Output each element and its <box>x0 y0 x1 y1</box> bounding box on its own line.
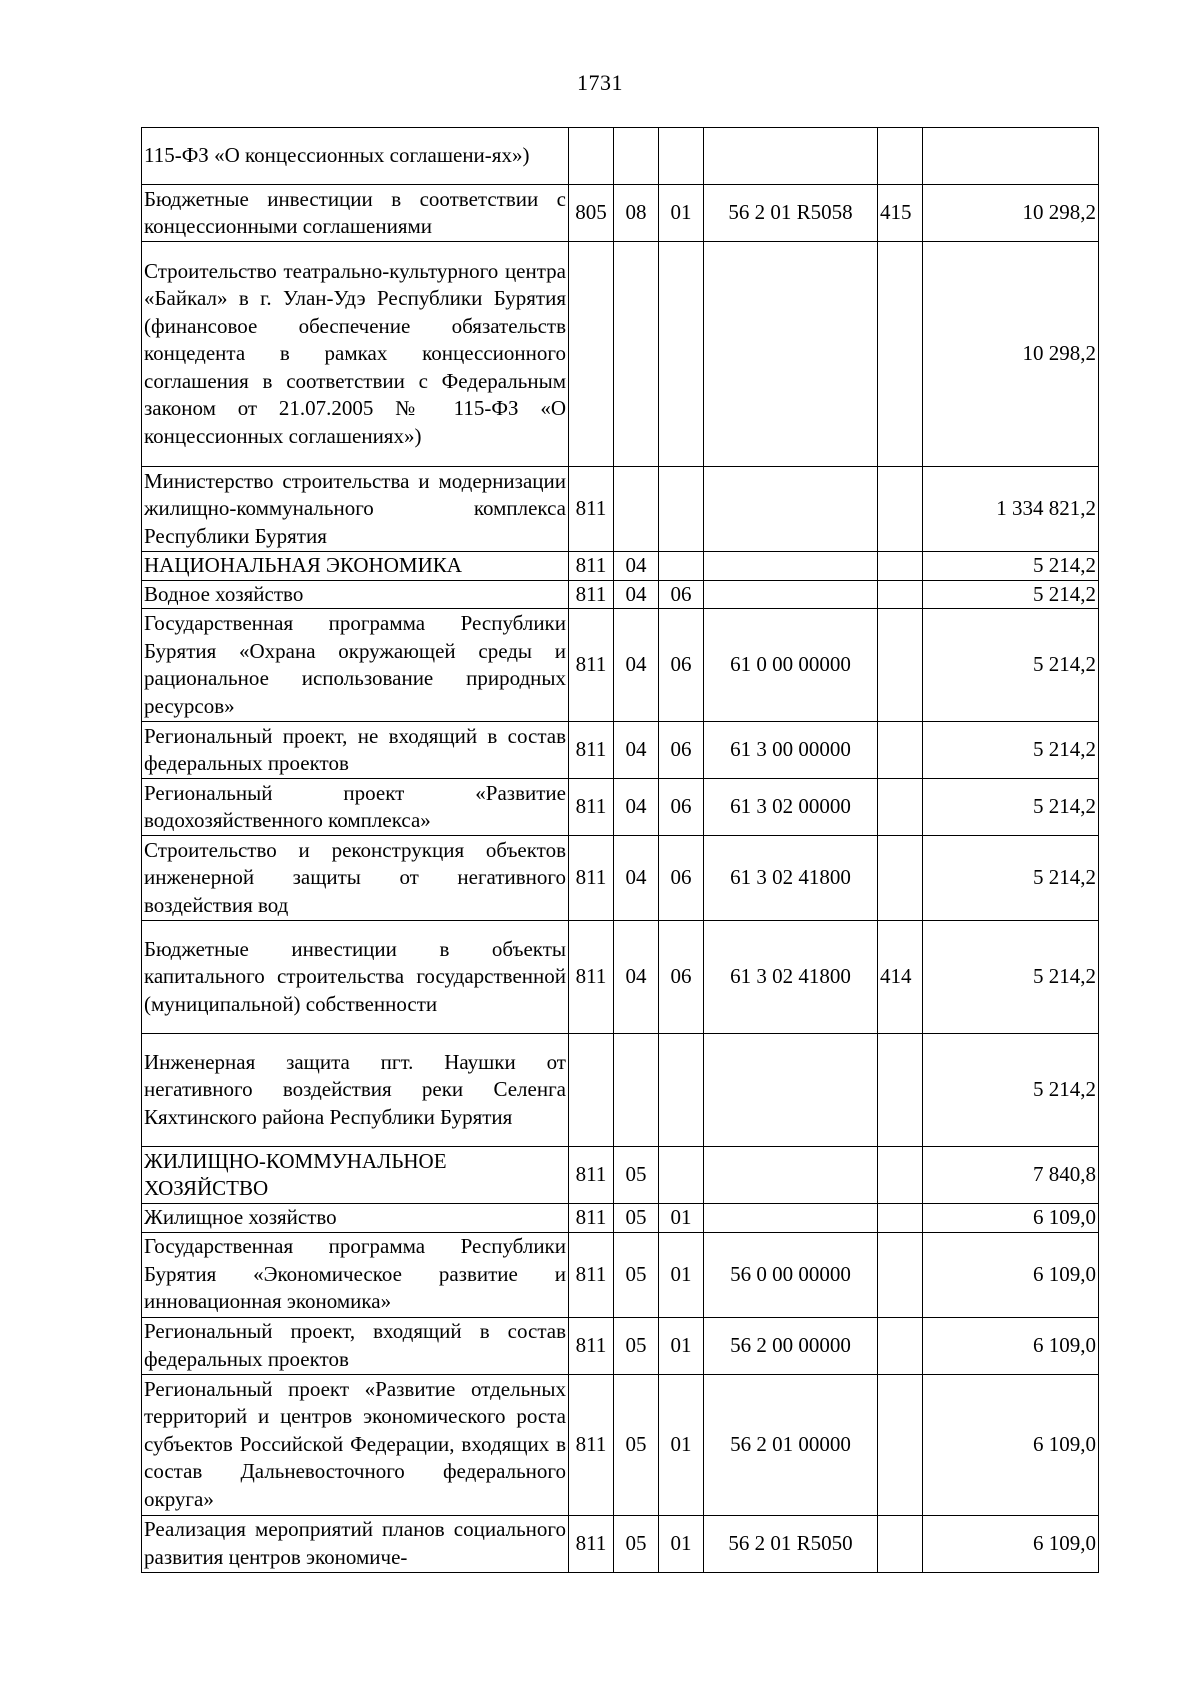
cell-rz: 05 <box>614 1515 659 1572</box>
cell-pr: 01 <box>659 1515 704 1572</box>
cell-ved: 811 <box>569 1374 614 1515</box>
cell-pr: 01 <box>659 1317 704 1374</box>
cell-rz: 04 <box>614 609 659 722</box>
table-row <box>142 1204 1099 1233</box>
cell-ved: 811 <box>569 1147 614 1204</box>
cell-sum: 6 109,0 <box>923 1374 1099 1515</box>
table-row <box>142 1374 1099 1515</box>
cell-vr: 414 <box>878 921 923 1034</box>
cell-ved: 811 <box>569 1232 614 1317</box>
cell-sum: 1 334 821,2 <box>923 467 1099 552</box>
table-row <box>142 1034 1099 1147</box>
cell-pr <box>659 1147 704 1204</box>
table-row <box>142 128 1099 185</box>
cell-pr <box>659 128 704 185</box>
cell-name: ЖИЛИЩНО-КОММУНАЛЬНОЕ ХОЗЯЙСТВО <box>142 1147 569 1204</box>
cell-ved: 811 <box>569 1317 614 1374</box>
cell-ved: 805 <box>569 185 614 242</box>
budget-table <box>141 127 1099 1573</box>
cell-csr: 61 3 02 00000 <box>704 779 878 836</box>
cell-rz: 04 <box>614 722 659 779</box>
table-row <box>142 1515 1099 1572</box>
cell-pr: 01 <box>659 1232 704 1317</box>
table-row <box>142 722 1099 779</box>
cell-vr <box>878 1034 923 1147</box>
cell-name: Государственная программа Республики Бурятия «Экономическое развитие и инновационная экономика» <box>142 1232 569 1317</box>
cell-csr <box>704 580 878 609</box>
cell-sum <box>923 128 1099 185</box>
cell-csr: 56 2 01 R5058 <box>704 185 878 242</box>
table-row <box>142 552 1099 581</box>
cell-name: Региональный проект «Развитие отдельных территорий и центров экономического роста субъектов Российской Федерации, входящих в состав Дальневосточного федерального округа» <box>142 1374 569 1515</box>
cell-pr: 06 <box>659 580 704 609</box>
cell-pr: 06 <box>659 836 704 921</box>
cell-rz: 05 <box>614 1232 659 1317</box>
cell-rz: 05 <box>614 1374 659 1515</box>
cell-pr <box>659 552 704 581</box>
cell-sum: 6 109,0 <box>923 1232 1099 1317</box>
table-row <box>142 580 1099 609</box>
cell-sum: 5 214,2 <box>923 779 1099 836</box>
cell-rz: 04 <box>614 836 659 921</box>
cell-vr <box>878 836 923 921</box>
cell-sum: 5 214,2 <box>923 722 1099 779</box>
cell-name: Министерство строительства и модернизации жилищно-коммунального комплекса Республики Бурятия <box>142 467 569 552</box>
table-row <box>142 779 1099 836</box>
cell-name: Региональный проект, входящий в состав федеральных проектов <box>142 1317 569 1374</box>
cell-vr: 415 <box>878 185 923 242</box>
cell-ved: 811 <box>569 722 614 779</box>
cell-pr <box>659 467 704 552</box>
cell-sum: 6 109,0 <box>923 1317 1099 1374</box>
cell-ved: 811 <box>569 836 614 921</box>
cell-name: Строительство и реконструкция объектов инженерной защиты от негативного воздействия вод <box>142 836 569 921</box>
cell-sum: 6 109,0 <box>923 1515 1099 1572</box>
cell-ved: 811 <box>569 552 614 581</box>
cell-rz <box>614 242 659 467</box>
cell-pr: 06 <box>659 921 704 1034</box>
table-row <box>142 185 1099 242</box>
cell-vr <box>878 1317 923 1374</box>
cell-vr <box>878 722 923 779</box>
cell-vr <box>878 1204 923 1233</box>
cell-ved <box>569 1034 614 1147</box>
cell-pr: 01 <box>659 185 704 242</box>
cell-ved: 811 <box>569 580 614 609</box>
cell-csr <box>704 242 878 467</box>
cell-name: Бюджетные инвестиции в соответствии с концессионными соглашениями <box>142 185 569 242</box>
cell-sum: 5 214,2 <box>923 580 1099 609</box>
cell-csr: 61 3 00 00000 <box>704 722 878 779</box>
cell-vr <box>878 467 923 552</box>
cell-rz <box>614 1034 659 1147</box>
cell-ved: 811 <box>569 609 614 722</box>
cell-sum: 5 214,2 <box>923 1034 1099 1147</box>
cell-vr <box>878 1147 923 1204</box>
cell-csr <box>704 1204 878 1233</box>
cell-sum: 5 214,2 <box>923 552 1099 581</box>
cell-rz: 05 <box>614 1317 659 1374</box>
cell-csr <box>704 1147 878 1204</box>
table-row <box>142 1317 1099 1374</box>
page-number: 1731 <box>577 70 623 95</box>
cell-rz: 04 <box>614 552 659 581</box>
cell-name: Жилищное хозяйство <box>142 1204 569 1233</box>
cell-sum: 10 298,2 <box>923 185 1099 242</box>
table-row <box>142 242 1099 467</box>
cell-vr <box>878 779 923 836</box>
cell-csr <box>704 467 878 552</box>
table-row <box>142 1147 1099 1204</box>
cell-pr: 01 <box>659 1204 704 1233</box>
cell-rz: 04 <box>614 779 659 836</box>
cell-name: Государственная программа Республики Бурятия «Охрана окружающей среды и рациональное использование природных ресурсов» <box>142 609 569 722</box>
cell-rz <box>614 128 659 185</box>
cell-rz: 05 <box>614 1147 659 1204</box>
cell-name: Водное хозяйство <box>142 580 569 609</box>
cell-name: Региональный проект, не входящий в состав федеральных проектов <box>142 722 569 779</box>
cell-pr: 06 <box>659 779 704 836</box>
cell-csr: 56 2 00 00000 <box>704 1317 878 1374</box>
cell-name: Реализация мероприятий планов социального развития центров экономиче- <box>142 1515 569 1572</box>
table-row <box>142 921 1099 1034</box>
cell-rz: 08 <box>614 185 659 242</box>
cell-csr: 56 2 01 R5050 <box>704 1515 878 1572</box>
table-row <box>142 609 1099 722</box>
table-row <box>142 836 1099 921</box>
cell-sum: 10 298,2 <box>923 242 1099 467</box>
cell-ved: 811 <box>569 1204 614 1233</box>
cell-csr: 61 3 02 41800 <box>704 921 878 1034</box>
cell-vr <box>878 580 923 609</box>
table-row <box>142 467 1099 552</box>
cell-ved: 811 <box>569 467 614 552</box>
cell-rz <box>614 467 659 552</box>
cell-rz: 04 <box>614 921 659 1034</box>
cell-ved: 811 <box>569 1515 614 1572</box>
cell-name: Бюджетные инвестиции в объекты капитального строительства государственной (муниципальной) собственности <box>142 921 569 1034</box>
cell-ved: 811 <box>569 921 614 1034</box>
cell-name: НАЦИОНАЛЬНАЯ ЭКОНОМИКА <box>142 552 569 581</box>
cell-vr <box>878 128 923 185</box>
cell-vr <box>878 242 923 467</box>
cell-name: Региональный проект «Развитие водохозяйственного комплекса» <box>142 779 569 836</box>
cell-csr <box>704 128 878 185</box>
cell-rz: 05 <box>614 1204 659 1233</box>
cell-vr <box>878 1232 923 1317</box>
cell-sum: 7 840,8 <box>923 1147 1099 1204</box>
cell-sum: 5 214,2 <box>923 836 1099 921</box>
cell-csr: 56 2 01 00000 <box>704 1374 878 1515</box>
cell-name: Инженерная защита пгт. Наушки от негативного воздействия реки Селенга Кяхтинского района Республики Бурятия <box>142 1034 569 1147</box>
cell-ved <box>569 242 614 467</box>
cell-sum: 6 109,0 <box>923 1204 1099 1233</box>
cell-vr <box>878 609 923 722</box>
cell-rz: 04 <box>614 580 659 609</box>
cell-sum: 5 214,2 <box>923 609 1099 722</box>
cell-pr: 06 <box>659 722 704 779</box>
cell-csr <box>704 552 878 581</box>
cell-pr <box>659 1034 704 1147</box>
table-row <box>142 1232 1099 1317</box>
cell-csr: 61 3 02 41800 <box>704 836 878 921</box>
cell-name: Строительство театрально-культурного центра «Байкал» в г. Улан-Удэ Республики Бурятия (финансовое обеспечение обязательств концедента в рамках концессионного соглашения в соответствии с Федеральным законом от 21.07.2005 № 115-ФЗ «О концессионных соглашениях») <box>142 242 569 467</box>
cell-csr <box>704 1034 878 1147</box>
cell-pr: 01 <box>659 1374 704 1515</box>
cell-vr <box>878 552 923 581</box>
cell-sum: 5 214,2 <box>923 921 1099 1034</box>
cell-csr: 56 0 00 00000 <box>704 1232 878 1317</box>
cell-ved <box>569 128 614 185</box>
cell-vr <box>878 1374 923 1515</box>
cell-name: 115-ФЗ «О концессионных соглашени-ях») <box>142 128 569 185</box>
cell-pr <box>659 242 704 467</box>
cell-pr: 06 <box>659 609 704 722</box>
cell-csr: 61 0 00 00000 <box>704 609 878 722</box>
cell-vr <box>878 1515 923 1572</box>
cell-ved: 811 <box>569 779 614 836</box>
